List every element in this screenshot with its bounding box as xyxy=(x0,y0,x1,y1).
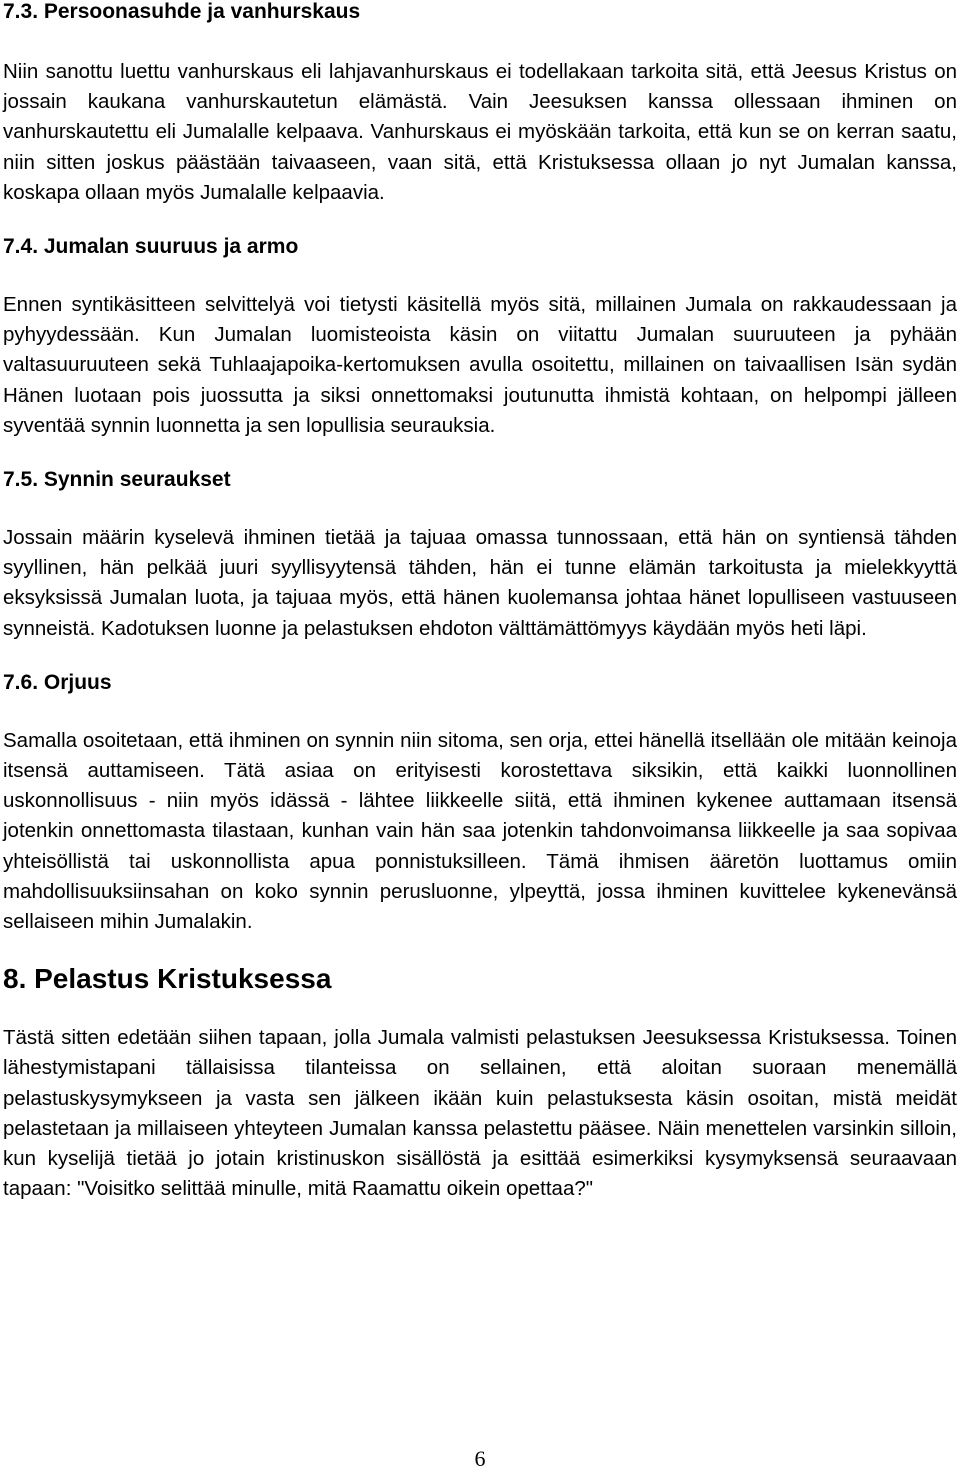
paragraph-7-4: Ennen syntikäsitteen selvittelyä voi tietysti käsitellä myös sitä, millainen Jumala on rakkaudessaan ja pyhyydessään. Kun Jumalan luomisteoista käsin on viitattu Jumalan suuruuteen ja pyhään valtasuuruuteen sekä Tuhlaajapoika-kertomuksen avulla osoitettu, millainen on taivaallisen Isän sydän Hänen luotaan pois juossutta ja siksi onnettomaksi joutunutta ihmistä kohtaan, on helpompi jälleen syventää synnin luonnetta ja sen lopullisia seurauksia. xyxy=(3,293,957,437)
paragraph-7-6: Samalla osoitetaan, että ihminen on synnin niin sitoma, sen orja, ettei hänellä itsellään ole mitään keinoja itsensä auttamiseen. Tätä asiaa on erityisesti korostettava siksikin, että kaikki luonnollinen uskonnollisuus - niin myös idässä - lähtee liikkeelle siitä, että ihminen kykenee auttamaan itsensä jotenkin onnettomasta tilastaan, kunhan vain hän saa jotenkin tahdonvoimansa liikkeelle ja saa sopivaa yhteisöllistä tai uskonnollista apua ponnistuksilleen. Tämä ihmisen ääretön luottamus omiin mahdollisuuksiinsahan on koko synnin perusluonne, ylpeyttä, jossa ihminen kuvittelee kykenevänsä sellaiseen mihin Jumalakin. xyxy=(3,728,957,934)
section-heading-7-4: 7.4. Jumalan suuruus ja armo xyxy=(3,235,299,259)
section-heading-7-3: 7.3. Persoonasuhde ja vanhurskaus xyxy=(3,0,361,23)
paragraph-8: Tästä sitten edetään siihen tapaan, jolla Jumala valmisti pelastuksen Jeesuksessa Kristuksessa. Toinen lähestymistapani tällaisissa tilanteissa on sellainen, että aloitan suoraan menemällä pelastuskysymykseen ja vasta sen jälkeen ikään kuin pelastuksesta käsin osoitan, mistä meidät pelastetaan ja millaiseen yhteyteen Jumalan kanssa pelastettu pääsee. Näin menettelen varsinkin silloin, kun kyselijä tietää jo jotain kristinuskon sisällöstä ja esittää esimerkiksi kysymyksensä seuraavaan tapaan: "Voisitko selittää minulle, mitä Raamattu oikein opettaa?" xyxy=(3,1026,957,1201)
paragraph-7-3: Niin sanottu luettu vanhurskaus eli lahjavanhurskaus ei todellakaan tarkoita sitä, että Jeesus Kristus on jossain kaukana vanhurskautetun elämästä. Vain Jeesuksen kanssa ollessaan ihminen on vanhurskautettu eli Jumalalle kelpaava. Vanhurskaus ei myöskään tarkoita, että kun se on kerran saatu, niin sitten joskus päästään taivaaseen, vaan sitä, että Kristuksessa ollaan jo nyt Jumalan kanssa, koskapa ollaan myös Jumalalle kelpaavia. xyxy=(3,60,957,204)
section-heading-7-6: 7.6. Orjuus xyxy=(3,670,112,694)
section-heading-7-5: 7.5. Synnin seuraukset xyxy=(3,468,231,492)
chapter-heading-8: 8. Pelastus Kristuksessa xyxy=(3,963,332,995)
paragraph-7-5: Jossain määrin kyselevä ihminen tietää ja tajuaa omassa tunnossaan, että hän on syntiensä tähden syyllinen, hän pelkää juuri syyllisyytensä tähden, hän ei tunne elämän tarkoitusta ja mielekkyyttä eksyksissä Jumalan luota, ja tajuaa myös, että hänen kuolemansa johtaa hänet lopulliseen vastuuseen synneistä. Kadotuksen luonne ja pelastuksen ehdoton välttämättömyys käydään myös heti läpi. xyxy=(3,526,957,640)
document-page xyxy=(3,0,957,1204)
page-number: 6 xyxy=(474,1446,486,1471)
